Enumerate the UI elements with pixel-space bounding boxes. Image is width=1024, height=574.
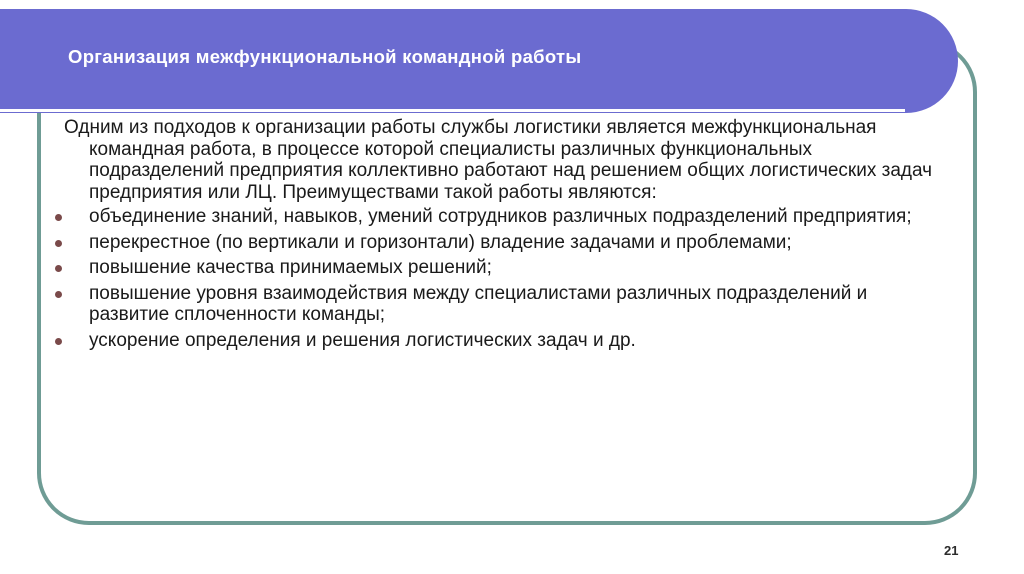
page-number: 21 [944,543,959,558]
slide-title: Организация межфункциональной командной работы [68,46,582,67]
bullet-dot-icon [55,214,62,221]
bullet-dot-icon [55,291,62,298]
bullet-text: повышение уровня взаимодействия между специалистами различных подразделений и развитие сплоченности команды; [89,282,868,325]
body-text [64,117,944,355]
bullet-item [64,232,944,254]
intro-paragraph: Одним из подходов к организации работы службы логистики является межфункциональная командная работа, в процессе которой специалисты различных функциональных подразделений предприятия коллективно работают над решением общих логистических задач предприятия или ЛЦ. Преимуществами такой работы являются: [64,117,933,203]
bullet-text: объединение знаний, навыков, умений сотрудников различных подразделений предприятия; [89,206,912,227]
bullet-dot-icon [55,338,62,345]
bullet-item [64,330,944,352]
bullet-text: перекрестное (по вертикали и горизонтали) владение задачами и проблемами; [89,231,792,253]
title-underline [0,109,905,112]
bullet-dot-icon [55,265,62,272]
bullet-text: ускорение определения и решения логистических задач и др. [89,329,636,351]
bullet-list [64,206,944,351]
bullet-item [64,206,944,228]
bullet-text: повышение качества принимаемых решений; [89,257,492,278]
bullet-item [64,283,944,326]
bullet-dot-icon [55,240,62,247]
bullet-item [64,257,944,279]
